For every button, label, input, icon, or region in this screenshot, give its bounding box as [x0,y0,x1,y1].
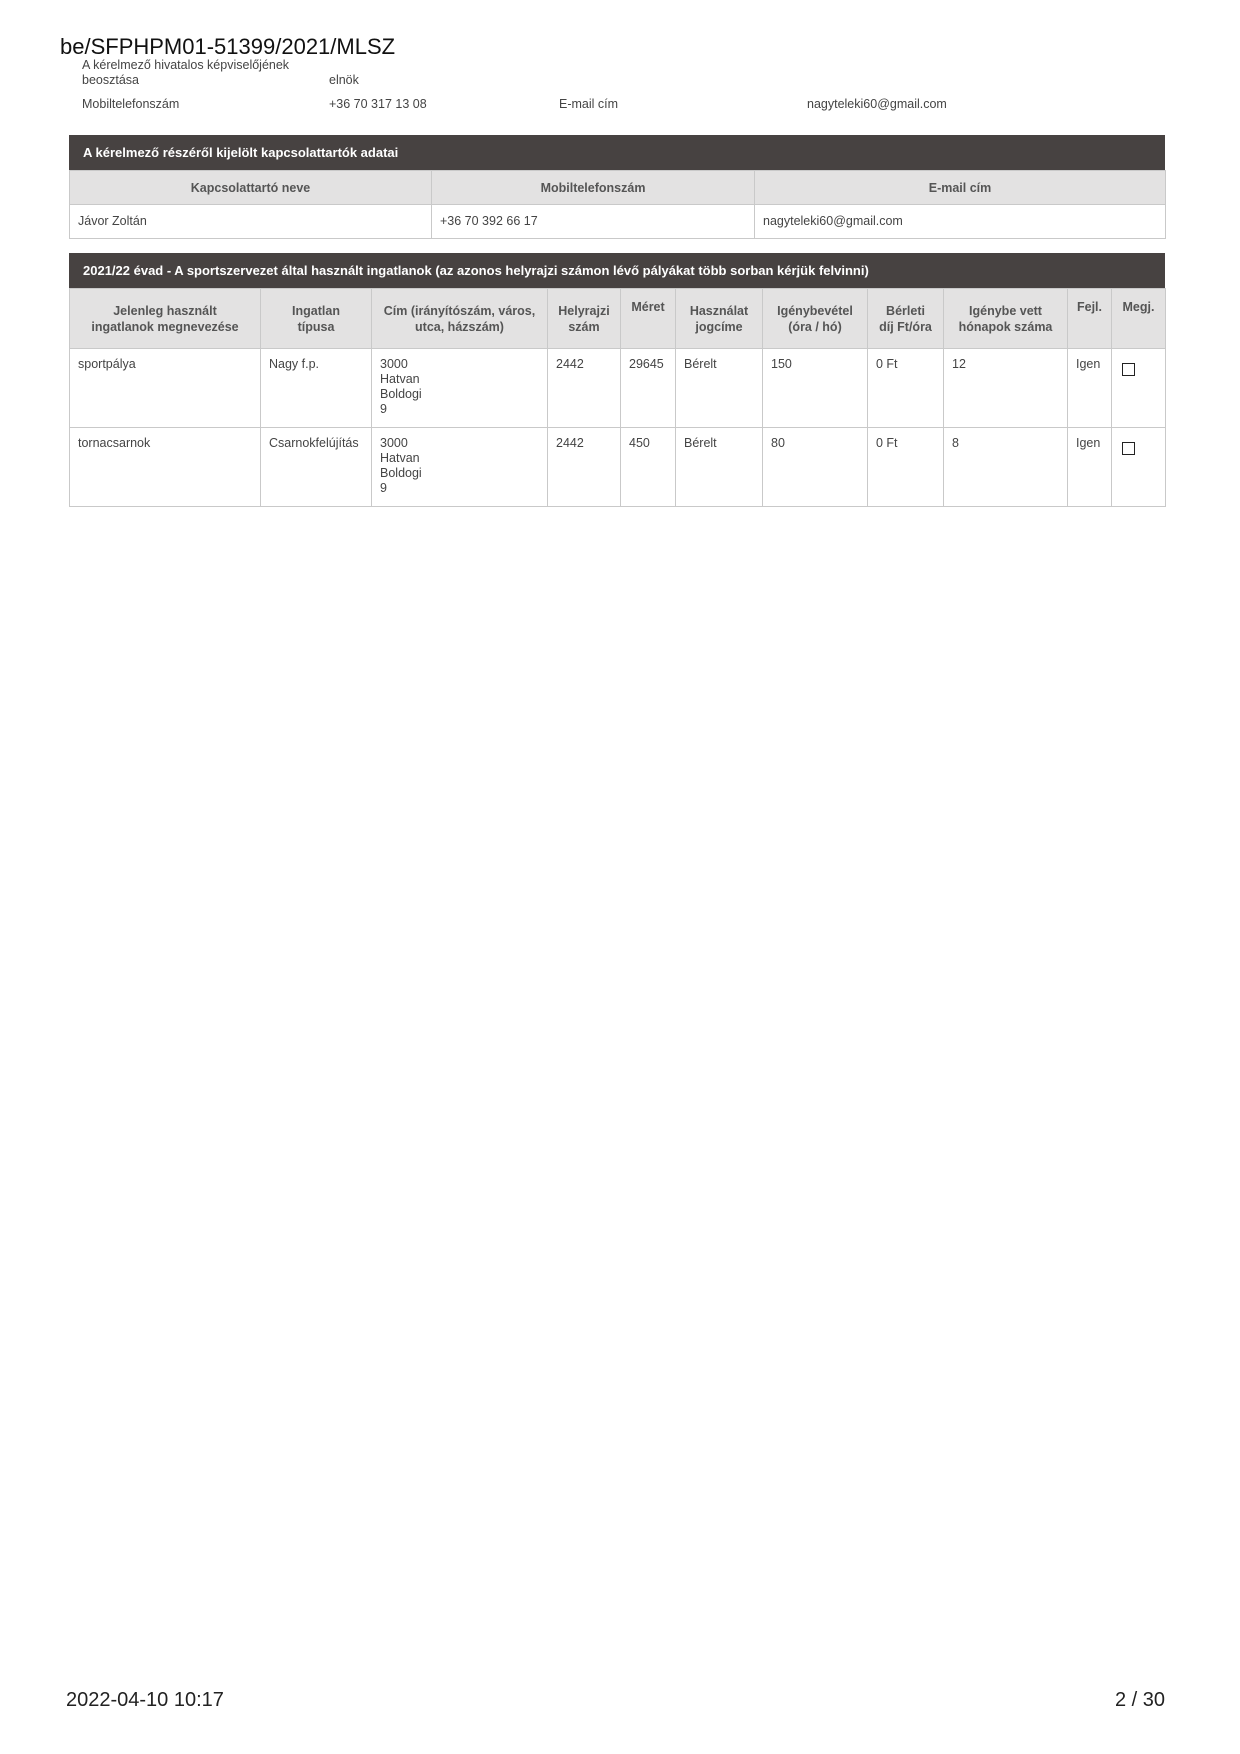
property-months: 12 [944,349,1068,428]
column-header-development: Fejl. [1068,289,1112,349]
properties-section-title: 2021/22 évad - A sportszervezet által használt ingatlanok (az azonos helyrajzi számon lévő pályákat több sorban kérjük felvinni) [69,253,1165,288]
mobile-label: Mobiltelefonszám [82,97,180,111]
property-address: 3000 Hatvan Boldogi 9 [372,428,548,507]
position-label-line1: A kérelmező hivatalos képviselőjének [82,58,290,72]
property-months: 8 [944,428,1068,507]
contact-name: Jávor Zoltán [70,205,432,239]
table-row [70,349,1166,428]
email-label: E-mail cím [559,97,619,111]
property-type: Nagy f.p. [261,349,372,428]
document-id: be/SFPHPM01-51399/2021/MLSZ [60,34,396,59]
footer-page-number: 2 / 30 [1114,1689,1165,1711]
property-size: 450 [621,428,676,507]
properties-header-row [70,289,1166,349]
contact-mobile: +36 70 392 66 17 [432,205,755,239]
column-header-size: Méret [621,289,676,349]
column-header-note: Megj. [1112,289,1166,349]
contact-email: nagyteleki60@gmail.com [755,205,1166,239]
property-type: Csarnokfelújítás [261,428,372,507]
email-value: nagyteleki60@gmail.com [807,97,947,111]
property-size: 29645 [621,349,676,428]
note-checkbox[interactable] [1122,442,1135,455]
column-header-rent: Bérleti díj Ft/óra [868,289,944,349]
property-rent: 0 Ft [868,349,944,428]
table-row [70,205,1166,239]
property-usage: 150 [763,349,868,428]
property-development: Igen [1068,349,1112,428]
property-hrsz: 2442 [548,428,621,507]
column-header-usage: Igénybevétel (óra / hó) [763,289,868,349]
note-checkbox[interactable] [1122,363,1135,376]
footer-timestamp: 2022-04-10 10:17 [66,1689,224,1711]
contacts-section-title: A kérelmező részéről kijelölt kapcsolattartók adatai [69,135,1165,170]
property-rent: 0 Ft [868,428,944,507]
mobile-value: +36 70 317 13 08 [329,97,427,111]
column-header-hrsz: Helyrajzi szám [548,289,621,349]
column-header-address: Cím (irányítószám, város, utca, házszám) [372,289,548,349]
column-header-email: E-mail cím [755,171,1166,205]
position-label [82,58,289,88]
property-name: sportpálya [70,349,261,428]
table-row [70,428,1166,507]
position-label-line2: beosztása [82,73,139,87]
contacts-header-row [70,171,1166,205]
property-usage: 80 [763,428,868,507]
properties-table [69,288,1166,507]
column-header-property-name: Jelenleg használt ingatlanok megnevezése [70,289,261,349]
property-hrsz: 2442 [548,349,621,428]
column-header-contact-name: Kapcsolattartó neve [70,171,432,205]
position-value: elnök [329,73,359,87]
property-note-cell [1112,428,1166,507]
property-development: Igen [1068,428,1112,507]
property-note-cell [1112,349,1166,428]
column-header-mobile: Mobiltelefonszám [432,171,755,205]
property-legal-basis: Bérelt [676,349,763,428]
property-legal-basis: Bérelt [676,428,763,507]
property-address: 3000 Hatvan Boldogi 9 [372,349,548,428]
column-header-months: Igénybe vett hónapok száma [944,289,1068,349]
contacts-table [69,170,1166,239]
column-header-property-type: Ingatlan típusa [261,289,372,349]
property-name: tornacsarnok [70,428,261,507]
column-header-legal-basis: Használat jogcíme [676,289,763,349]
